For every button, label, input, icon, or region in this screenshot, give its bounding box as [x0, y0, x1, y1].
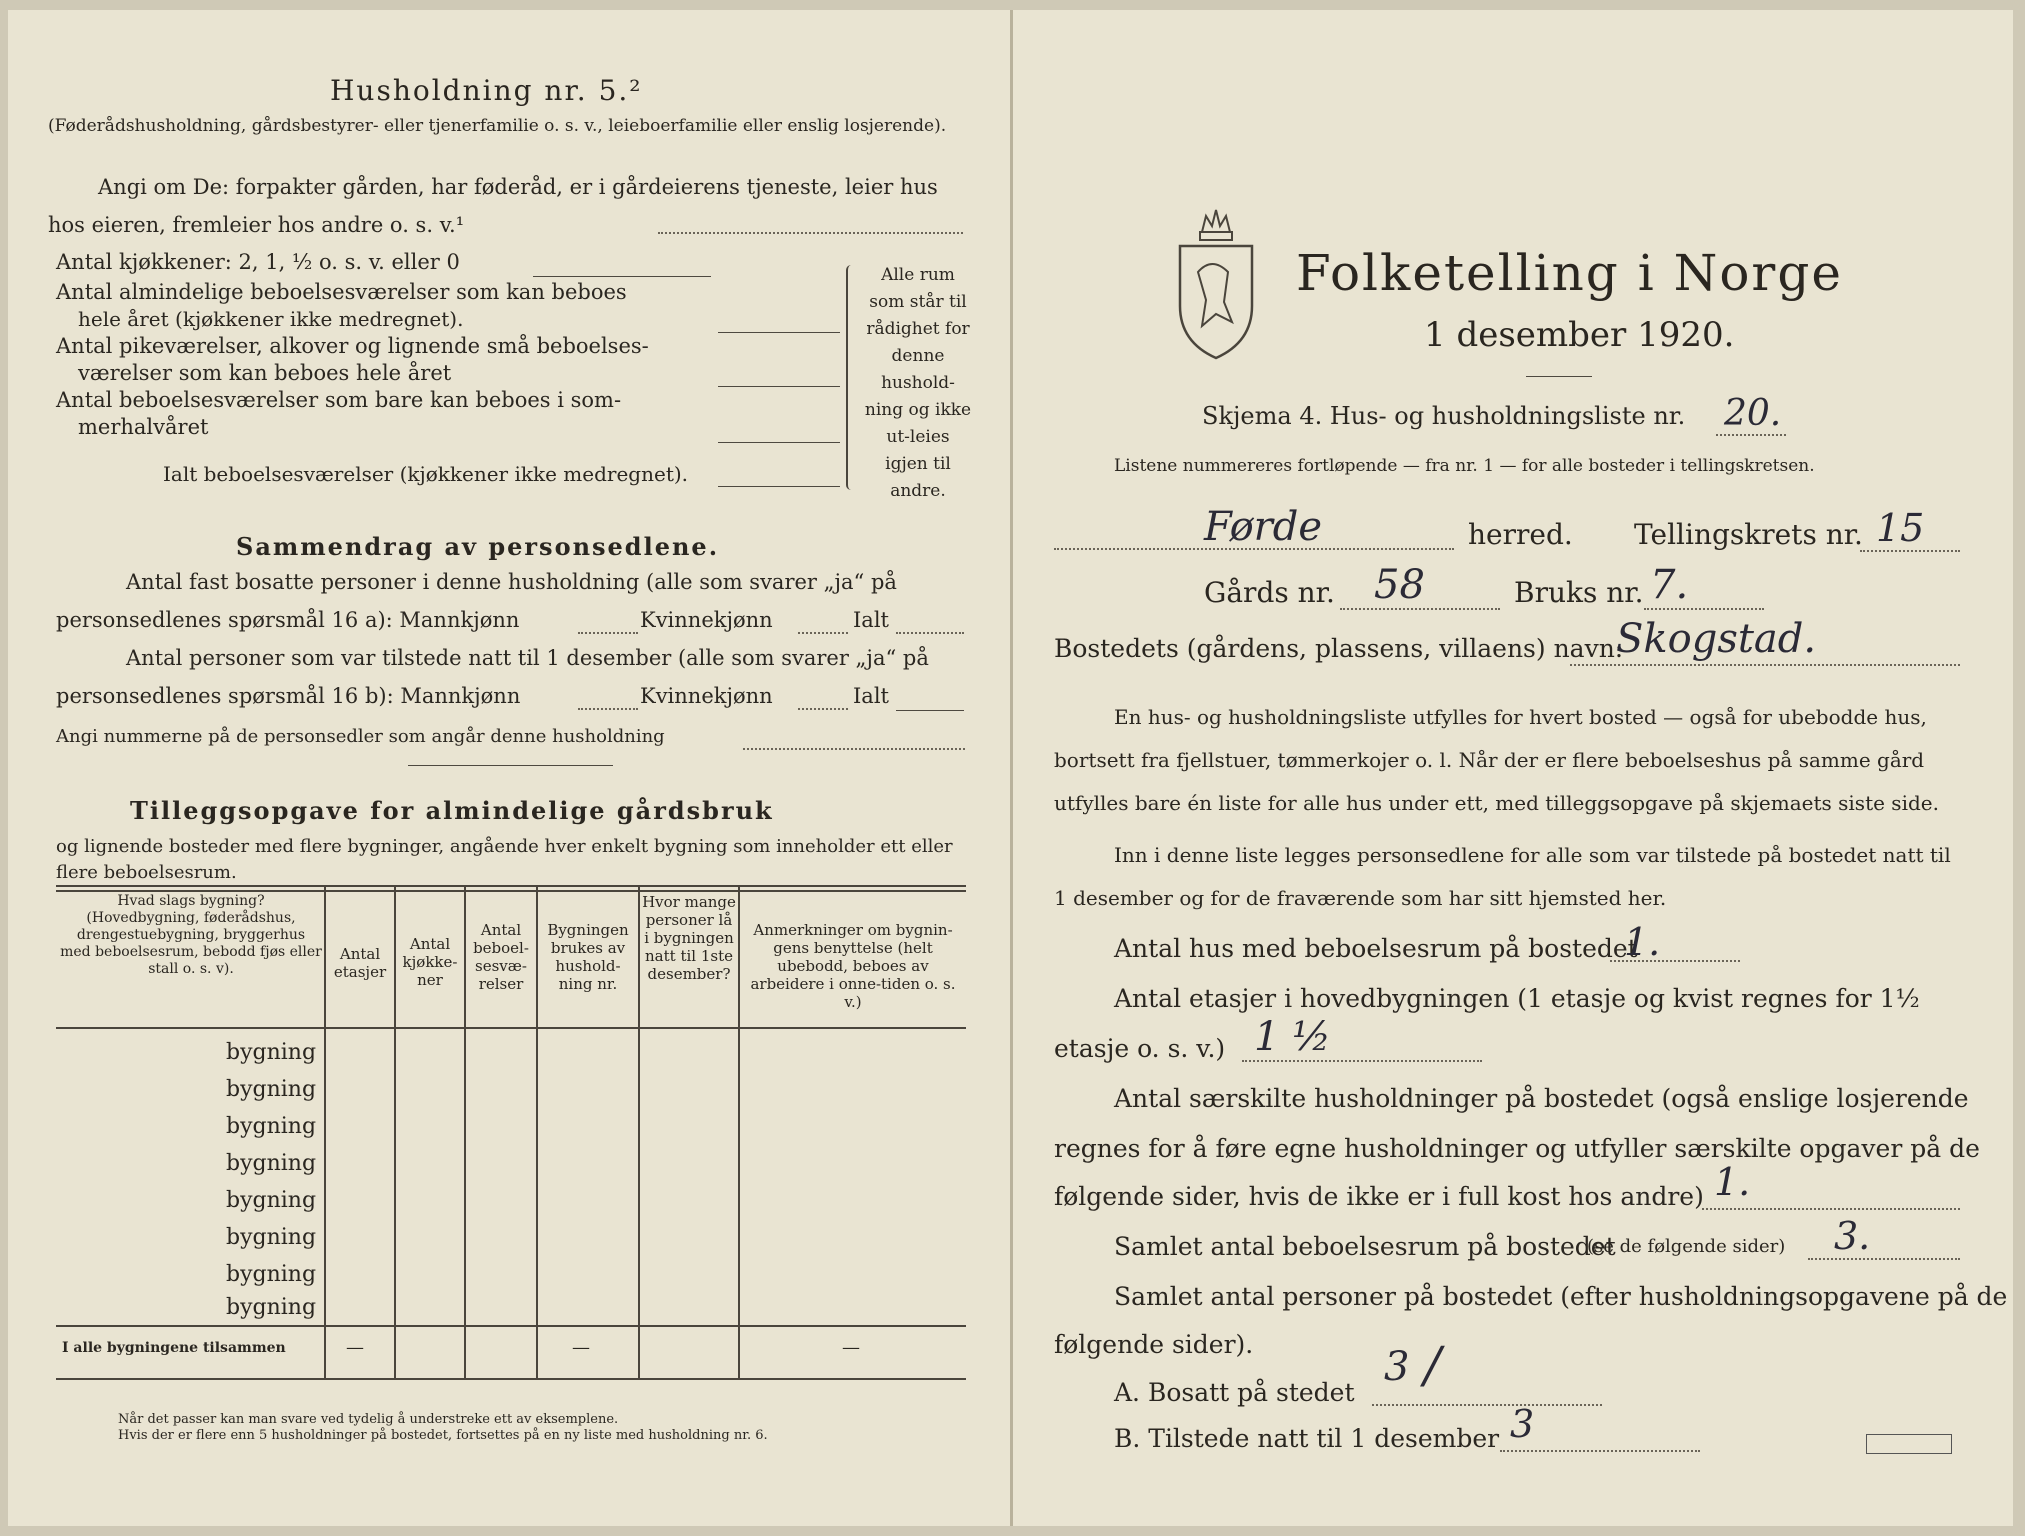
answer-line [1372, 1404, 1602, 1406]
question-tenure: Angi om De: forpakter gården, har føderåd, er i gårdeierens tjeneste, leier hus hos eieren, fremleier hos andre o. s. v.¹ [48, 175, 938, 237]
krets-number: 15 [1876, 506, 1925, 550]
answer-line [718, 442, 840, 443]
building-table [56, 885, 966, 1380]
q-persons-2: følgende sider). [1054, 1330, 1254, 1359]
col-household-no: Bygningen brukes av hushold-ning nr. [547, 921, 629, 993]
col-floors: Antal etasjer [333, 945, 387, 981]
answer-line [1716, 434, 1786, 436]
b-label: B. Tilstede natt til 1 desember [1114, 1424, 1500, 1453]
row-label: bygning [226, 1151, 317, 1176]
col-persons: Hvor mange personer lå i bygningen natt til 1ste desember? [642, 893, 736, 983]
summary-female-1: Kvinnekjønn [640, 608, 773, 632]
summary-p2-b: personsedlenes spørsmål 16 b): Mannkjønn [56, 684, 521, 708]
page-fold [1010, 10, 1013, 1526]
right-page [1014, 10, 2012, 1526]
household-subtitle: (Føderådshusholdning, gårdsbestyrer- eller tjenerfamilie o. s. v., leieboerfamilie eller enslig losjerende). [48, 116, 947, 136]
table-row [56, 1151, 966, 1188]
census-sheet [8, 10, 2013, 1526]
table-row [56, 1225, 966, 1262]
table-row [56, 1077, 966, 1114]
answer-line [533, 276, 711, 277]
row-label: bygning [226, 1295, 317, 1320]
supplement-heading: Tilleggsopgave for almindelige gårdsbruk [130, 796, 774, 825]
printer-stamp [1866, 1434, 1952, 1454]
a-label: A. Bosatt på stedet [1114, 1378, 1355, 1407]
table-row [56, 1188, 966, 1225]
summary-total-1: Ialt [853, 608, 889, 632]
footnote-1: Når det passer kan man svare ved tydelig å understreke ett av eksemplene. [118, 1412, 619, 1427]
household-title: Husholdning nr. 5.² [330, 74, 643, 107]
answer-line [798, 708, 848, 710]
instructions-2: Inn i denne liste legges personsedlene for alle som var tilstede på bostedet natt til 1 desember og for de fraværende som har sitt hjemsted her. [1054, 843, 1951, 910]
divider [1526, 376, 1592, 377]
left-page [8, 10, 1008, 1526]
gards-number: 58 [1374, 562, 1425, 608]
rooms-summer-2: merhalvåret [78, 415, 209, 439]
list-number: 20. [1724, 393, 1782, 434]
col-rooms: Antal beboel-sesvæ-relser [473, 921, 529, 993]
answer-line [1808, 1258, 1960, 1260]
summary-female-2: Kvinnekjønn [640, 684, 773, 708]
instructions-1: En hus- og husholdningsliste utfylles for hvert bosted — også for ubebodde hus, bortsett fra fjellstuer, tømmerkojer o. l. Når der er flere beboelseshus på samme gård utfylles bare én liste for alle hus under ett, med tilleggsopgave på skjemaets siste side. [1054, 705, 1939, 815]
answer-line [1860, 550, 1960, 552]
gards-label: Gårds nr. [1204, 576, 1335, 609]
rooms-ordinary-2: hele året (kjøkkener ikke medregnet). [78, 307, 464, 331]
bosted-name: Skogstad. [1616, 616, 1817, 662]
coat-of-arms-icon [1172, 202, 1260, 362]
answer-line [1570, 664, 1960, 666]
q-persons-1: Samlet antal personer på bostedet (efter husholdningsopgavene på de [1114, 1282, 2008, 1311]
b-value: 3 [1510, 1402, 1535, 1446]
q-floors-2: etasje o. s. v.) [1054, 1034, 1226, 1063]
q-rooms-note: (se de følgende sider) [1587, 1236, 1786, 1257]
answer-line [718, 332, 840, 333]
bracket [846, 265, 851, 490]
rooms-total: Ialt beboelsesværelser (kjøkkener ikke medregnet). [163, 462, 689, 486]
a-rooms: 3. [1834, 1214, 1871, 1258]
answer-line [1340, 608, 1500, 610]
summary-p1-b: personsedlenes spørsmål 16 a): Mannkjønn [56, 608, 520, 632]
supplement-text: og lignende bosteder med flere bygninger, angående hver enkelt bygning som inneholder ett eller flere beboelsesrum. [56, 836, 953, 883]
answer-line [798, 632, 848, 634]
q-floors-1: Antal etasjer i hovedbygningen (1 etasje og kvist regnes for 1½ [1114, 984, 1920, 1013]
answer-line [896, 710, 964, 711]
table-row [56, 1040, 966, 1077]
census-date: 1 desember 1920. [1424, 315, 1735, 355]
tally-mark: / [1424, 1336, 1441, 1394]
summary-numbers: Angi nummerne på de personsedler som angår denne husholdning [56, 726, 665, 747]
a-houses: 1. [1624, 920, 1661, 964]
answer-line [743, 748, 965, 750]
answer-line [718, 386, 840, 387]
q-households-1: Antal særskilte husholdninger på bostedet (også enslige losjerende [1114, 1084, 1969, 1113]
answer-line [578, 708, 638, 710]
answer-line [658, 232, 963, 234]
a-value: 3 [1384, 1344, 1410, 1390]
summary-p1-a: Antal fast bosatte personer i denne husholdning (alle som svarer „ja“ på [126, 570, 897, 594]
answer-line [1644, 608, 1764, 610]
bruks-label: Bruks nr. [1514, 576, 1644, 609]
table-row [56, 1295, 966, 1332]
summary-heading: Sammendrag av personsedlene. [236, 532, 720, 561]
summary-p2-a: Antal personer som var tilstede natt til 1 desember (alle som svarer „ja“ på [126, 646, 929, 670]
q-households-2: regnes for å føre egne husholdninger og utfyller særskilte opgaver på de [1054, 1134, 1980, 1163]
col-kitchens: Antal kjøkke-ner [402, 935, 458, 989]
bosted-label: Bostedets (gårdens, plassens, villaens) navn: [1054, 634, 1624, 663]
schema-label: Skjema 4. Hus- og husholdningsliste nr. [1202, 402, 1686, 430]
col-building-type: Hvad slags bygning? (Hovedbygning, føderådshus, drengestuebygning, bryggerhus med beboelsesrum, bebodd fjøs eller stall o. s. v). [60, 893, 322, 977]
municipality: Førde [1204, 504, 1323, 550]
row-label: bygning [226, 1114, 317, 1139]
rooms-summer-1: Antal beboelsesværelser som bare kan beboes i som- [56, 388, 622, 412]
a-households: 1. [1714, 1160, 1751, 1204]
answer-line [896, 632, 964, 634]
table-row [56, 1114, 966, 1151]
total-dash: — [842, 1337, 860, 1358]
footnote-2: Hvis der er flere enn 5 husholdninger på bostedet, fortsettes på en ny liste med husholdning nr. 6. [118, 1428, 768, 1443]
row-label: bygning [226, 1188, 317, 1213]
rooms-maid-1: Antal pikeværelser, alkover og lignende små beboelses- [56, 334, 649, 358]
answer-line [1242, 1060, 1482, 1062]
table-row [56, 1262, 966, 1299]
page-title: Folketelling i Norge [1296, 244, 1843, 302]
row-label: bygning [226, 1077, 317, 1102]
total-row-label: I alle bygningene tilsammen [62, 1340, 286, 1356]
q-houses: Antal hus med beboelsesrum på bostedet [1114, 934, 1638, 963]
rooms-ordinary-1: Antal almindelige beboelsesværelser som kan beboes [56, 280, 627, 304]
answer-line [1702, 1208, 1960, 1210]
rooms-kitchens: Antal kjøkkener: 2, 1, ½ o. s. v. eller 0 [56, 250, 460, 274]
numbering-note: Listene nummereres fortløpende — fra nr. 1 — for alle bosteder i tellingskretsen. [1114, 456, 1815, 476]
answer-line [578, 632, 638, 634]
herred-label: herred. [1468, 518, 1573, 551]
row-label: bygning [226, 1225, 317, 1250]
bruks-number: 7. [1650, 562, 1689, 608]
total-dash: — [572, 1337, 590, 1358]
rooms-maid-2: værelser som kan beboes hele året [78, 361, 452, 385]
divider [408, 765, 613, 766]
row-label: bygning [226, 1262, 317, 1287]
q-households-3: følgende sider, hvis de ikke er i full kost hos andre) [1054, 1182, 1704, 1211]
summary-total-2: Ialt [853, 684, 889, 708]
q-rooms: Samlet antal beboelsesrum på bostedet [1114, 1232, 1616, 1261]
rooms-bracket-note: Alle rum som står til rådighet for denne hushold-ning og ikke ut-leies igjen til andre. [864, 265, 972, 501]
row-label: bygning [226, 1040, 317, 1065]
krets-label: Tellingskrets nr. [1634, 518, 1863, 551]
answer-line [718, 486, 840, 487]
total-dash: — [346, 1337, 364, 1358]
a-floors: 1 ½ [1254, 1014, 1331, 1060]
col-remarks: Anmerkninger om bygnin-gens benyttelse (helt ubebodd, beboes av arbeidere i onne-tiden o. s. v.) [750, 921, 956, 1011]
answer-line [1500, 1450, 1700, 1452]
